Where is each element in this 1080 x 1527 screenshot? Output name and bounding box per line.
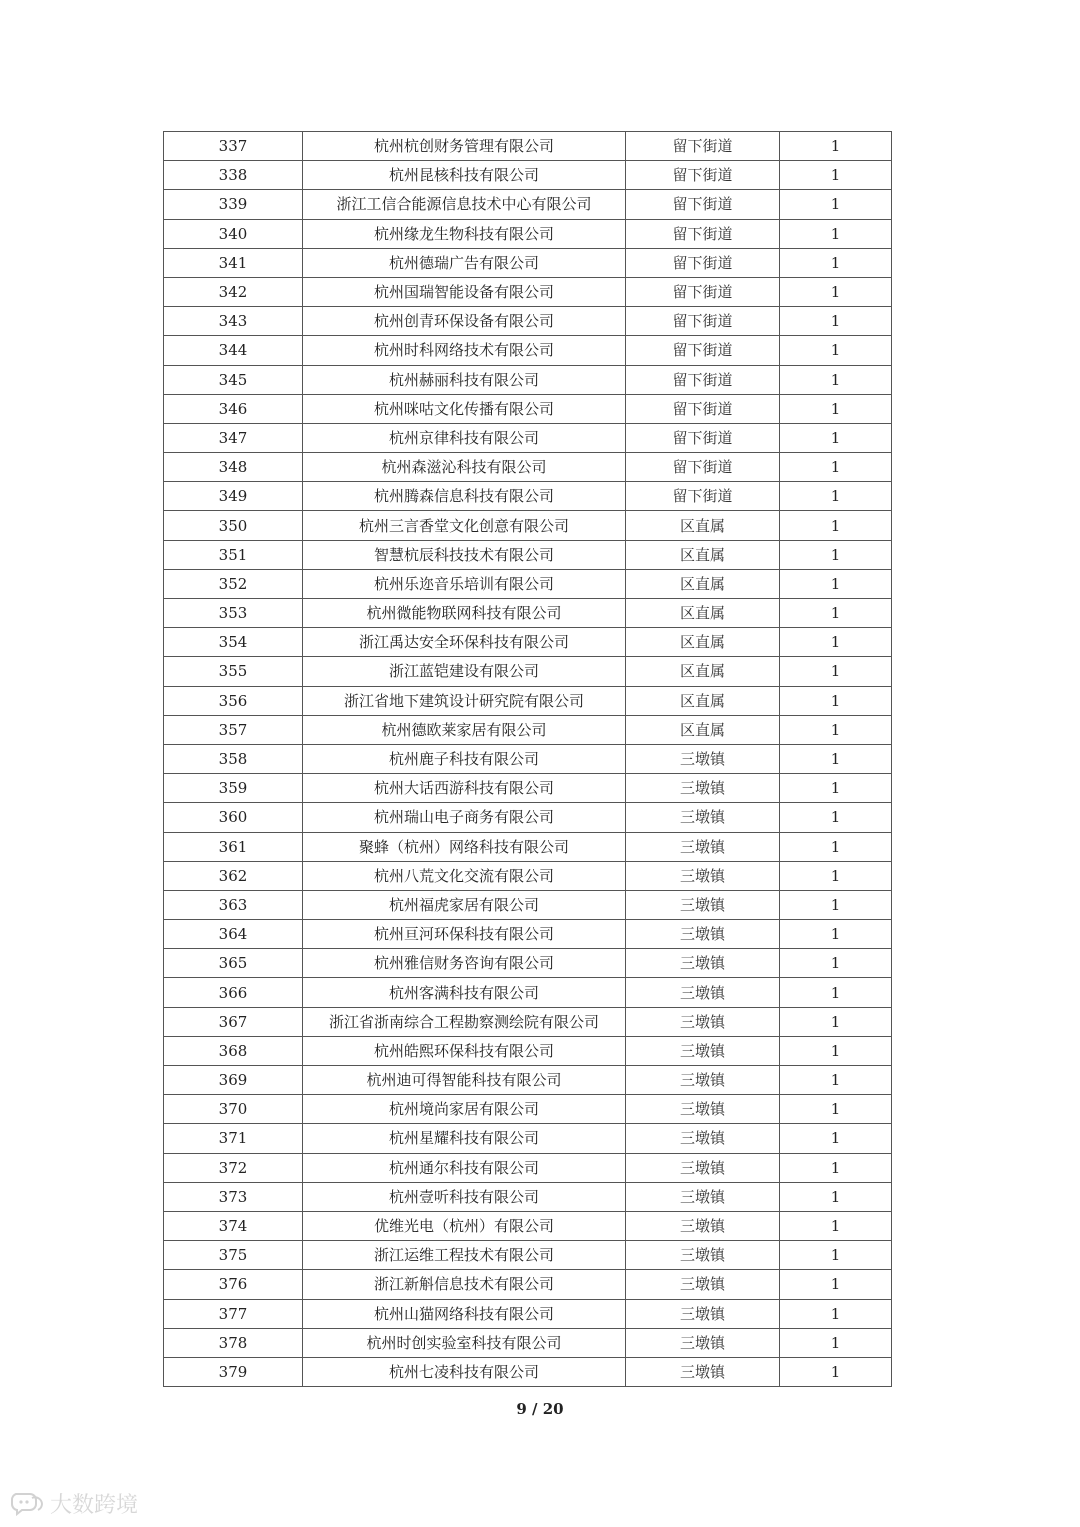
company-name-cell: 杭州福虎家居有限公司 (303, 890, 626, 919)
company-name-cell: 杭州咪咕文化传播有限公司 (303, 394, 626, 423)
count-cell: 1 (780, 832, 892, 861)
area-cell: 三墩镇 (626, 1066, 780, 1095)
count-cell: 1 (780, 803, 892, 832)
table-row (164, 1299, 892, 1328)
company-name-cell: 杭州德欧莱家居有限公司 (303, 715, 626, 744)
row-number-cell: 373 (164, 1182, 303, 1211)
area-cell: 三墩镇 (626, 1153, 780, 1182)
table-row (164, 190, 892, 219)
table-row (164, 861, 892, 890)
row-number-cell: 364 (164, 920, 303, 949)
table-row (164, 949, 892, 978)
count-cell: 1 (780, 599, 892, 628)
company-name-cell: 杭州乐迩音乐培训有限公司 (303, 569, 626, 598)
count-cell: 1 (780, 1182, 892, 1211)
count-cell: 1 (780, 336, 892, 365)
chat-bubble-logo-icon (8, 1491, 44, 1517)
table-row (164, 686, 892, 715)
table-row (164, 1036, 892, 1065)
area-cell: 三墩镇 (626, 978, 780, 1007)
count-cell: 1 (780, 453, 892, 482)
area-cell: 留下街道 (626, 190, 780, 219)
area-cell: 区直属 (626, 628, 780, 657)
count-cell: 1 (780, 248, 892, 277)
area-cell: 三墩镇 (626, 803, 780, 832)
table-row (164, 219, 892, 248)
row-number-cell: 349 (164, 482, 303, 511)
area-cell: 留下街道 (626, 394, 780, 423)
area-cell: 留下街道 (626, 365, 780, 394)
count-cell: 1 (780, 978, 892, 1007)
count-cell: 1 (780, 628, 892, 657)
area-cell: 三墩镇 (626, 1211, 780, 1240)
company-name-cell: 浙江禹达安全环保科技有限公司 (303, 628, 626, 657)
watermark (8, 1488, 138, 1519)
count-cell: 1 (780, 569, 892, 598)
company-name-cell: 浙江新斛信息技术有限公司 (303, 1270, 626, 1299)
row-number-cell: 351 (164, 540, 303, 569)
table-row (164, 657, 892, 686)
row-number-cell: 362 (164, 861, 303, 890)
company-name-cell: 杭州皓熙环保科技有限公司 (303, 1036, 626, 1065)
row-number-cell: 357 (164, 715, 303, 744)
row-number-cell: 365 (164, 949, 303, 978)
company-name-cell: 杭州杭创财务管理有限公司 (303, 132, 626, 161)
table-row (164, 482, 892, 511)
row-number-cell: 376 (164, 1270, 303, 1299)
company-name-cell: 杭州雅信财务咨询有限公司 (303, 949, 626, 978)
table-row (164, 1328, 892, 1357)
watermark-text: 大数跨境 (50, 1493, 139, 1518)
row-number-cell: 361 (164, 832, 303, 861)
area-cell: 三墩镇 (626, 949, 780, 978)
area-cell: 三墩镇 (626, 1182, 780, 1211)
row-number-cell: 369 (164, 1066, 303, 1095)
table-row (164, 1095, 892, 1124)
table-row (164, 1007, 892, 1036)
company-name-cell: 浙江蓝铠建设有限公司 (303, 657, 626, 686)
area-cell: 区直属 (626, 599, 780, 628)
table-row (164, 1241, 892, 1270)
company-name-cell: 浙江运维工程技术有限公司 (303, 1241, 626, 1270)
table-row (164, 1211, 892, 1240)
count-cell: 1 (780, 686, 892, 715)
count-cell: 1 (780, 1095, 892, 1124)
area-cell: 三墩镇 (626, 1328, 780, 1357)
area-cell: 三墩镇 (626, 774, 780, 803)
company-name-cell: 杭州微能物联网科技有限公司 (303, 599, 626, 628)
row-number-cell: 372 (164, 1153, 303, 1182)
area-cell: 区直属 (626, 715, 780, 744)
count-cell: 1 (780, 423, 892, 452)
company-name-cell: 杭州京律科技有限公司 (303, 423, 626, 452)
count-cell: 1 (780, 774, 892, 803)
row-number-cell: 367 (164, 1007, 303, 1036)
table-row (164, 803, 892, 832)
area-cell: 三墩镇 (626, 1270, 780, 1299)
company-name-cell: 杭州森滋沁科技有限公司 (303, 453, 626, 482)
table-row (164, 511, 892, 540)
company-name-cell: 杭州三言香堂文化创意有限公司 (303, 511, 626, 540)
row-number-cell: 358 (164, 744, 303, 773)
area-cell: 留下街道 (626, 132, 780, 161)
table-row (164, 423, 892, 452)
table-row (164, 365, 892, 394)
row-number-cell: 347 (164, 423, 303, 452)
row-number-cell: 355 (164, 657, 303, 686)
row-number-cell: 338 (164, 161, 303, 190)
area-cell: 三墩镇 (626, 1095, 780, 1124)
table-row (164, 920, 892, 949)
count-cell: 1 (780, 949, 892, 978)
count-cell: 1 (780, 132, 892, 161)
table-row (164, 161, 892, 190)
table-row (164, 394, 892, 423)
company-name-cell: 杭州时科网络技术有限公司 (303, 336, 626, 365)
company-name-cell: 杭州瑞山电子商务有限公司 (303, 803, 626, 832)
row-number-cell: 356 (164, 686, 303, 715)
table-row (164, 599, 892, 628)
row-number-cell: 341 (164, 248, 303, 277)
table-body (164, 132, 892, 1387)
table-row (164, 1357, 892, 1386)
count-cell: 1 (780, 1153, 892, 1182)
count-cell: 1 (780, 1036, 892, 1065)
row-number-cell: 366 (164, 978, 303, 1007)
company-name-cell: 浙江工信合能源信息技术中心有限公司 (303, 190, 626, 219)
company-name-cell: 杭州鹿子科技有限公司 (303, 744, 626, 773)
area-cell: 三墩镇 (626, 1357, 780, 1386)
company-name-cell: 优维光电（杭州）有限公司 (303, 1211, 626, 1240)
count-cell: 1 (780, 190, 892, 219)
row-number-cell: 360 (164, 803, 303, 832)
company-name-cell: 杭州通尔科技有限公司 (303, 1153, 626, 1182)
table-row (164, 628, 892, 657)
company-name-cell: 杭州客满科技有限公司 (303, 978, 626, 1007)
table-row (164, 774, 892, 803)
table-row (164, 540, 892, 569)
row-number-cell: 337 (164, 132, 303, 161)
area-cell: 区直属 (626, 686, 780, 715)
count-cell: 1 (780, 1328, 892, 1357)
company-name-cell: 杭州缘龙生物科技有限公司 (303, 219, 626, 248)
area-cell: 留下街道 (626, 219, 780, 248)
table-row (164, 978, 892, 1007)
table-row (164, 1066, 892, 1095)
company-name-cell: 杭州腾森信息科技有限公司 (303, 482, 626, 511)
area-cell: 三墩镇 (626, 1299, 780, 1328)
company-name-cell: 杭州壹听科技有限公司 (303, 1182, 626, 1211)
area-cell: 留下街道 (626, 336, 780, 365)
row-number-cell: 342 (164, 277, 303, 306)
row-number-cell: 359 (164, 774, 303, 803)
company-name-cell: 杭州创青环保设备有限公司 (303, 307, 626, 336)
count-cell: 1 (780, 1270, 892, 1299)
row-number-cell: 343 (164, 307, 303, 336)
company-name-cell: 浙江省地下建筑设计研究院有限公司 (303, 686, 626, 715)
company-name-cell: 杭州德瑞广告有限公司 (303, 248, 626, 277)
area-cell: 留下街道 (626, 482, 780, 511)
company-name-cell: 杭州赫丽科技有限公司 (303, 365, 626, 394)
company-name-cell: 杭州星耀科技有限公司 (303, 1124, 626, 1153)
company-name-cell: 杭州八荒文化交流有限公司 (303, 861, 626, 890)
area-cell: 三墩镇 (626, 920, 780, 949)
row-number-cell: 371 (164, 1124, 303, 1153)
count-cell: 1 (780, 511, 892, 540)
count-cell: 1 (780, 657, 892, 686)
row-number-cell: 379 (164, 1357, 303, 1386)
area-cell: 留下街道 (626, 161, 780, 190)
table-row (164, 832, 892, 861)
row-number-cell: 363 (164, 890, 303, 919)
area-cell: 区直属 (626, 569, 780, 598)
table-row (164, 277, 892, 306)
table-row (164, 307, 892, 336)
area-cell: 三墩镇 (626, 1241, 780, 1270)
row-number-cell: 378 (164, 1328, 303, 1357)
row-number-cell: 375 (164, 1241, 303, 1270)
row-number-cell: 354 (164, 628, 303, 657)
row-number-cell: 353 (164, 599, 303, 628)
table-row (164, 569, 892, 598)
table-row (164, 453, 892, 482)
count-cell: 1 (780, 715, 892, 744)
page-number: 9 / 20 (516, 1400, 564, 1418)
company-name-cell: 杭州山猫网络科技有限公司 (303, 1299, 626, 1328)
row-number-cell: 368 (164, 1036, 303, 1065)
table-row (164, 336, 892, 365)
area-cell: 留下街道 (626, 248, 780, 277)
table-row (164, 132, 892, 161)
area-cell: 三墩镇 (626, 1036, 780, 1065)
count-cell: 1 (780, 1241, 892, 1270)
count-cell: 1 (780, 219, 892, 248)
count-cell: 1 (780, 161, 892, 190)
company-name-cell: 聚蜂（杭州）网络科技有限公司 (303, 832, 626, 861)
area-cell: 三墩镇 (626, 861, 780, 890)
company-name-cell: 杭州亘河环保科技有限公司 (303, 920, 626, 949)
count-cell: 1 (780, 540, 892, 569)
row-number-cell: 370 (164, 1095, 303, 1124)
area-cell: 区直属 (626, 511, 780, 540)
table-row (164, 715, 892, 744)
table-row (164, 1182, 892, 1211)
company-name-cell: 杭州境尚家居有限公司 (303, 1095, 626, 1124)
table-row (164, 744, 892, 773)
area-cell: 三墩镇 (626, 832, 780, 861)
count-cell: 1 (780, 861, 892, 890)
company-name-cell: 智慧杭辰科技技术有限公司 (303, 540, 626, 569)
table-row (164, 890, 892, 919)
area-cell: 区直属 (626, 540, 780, 569)
area-cell: 三墩镇 (626, 890, 780, 919)
count-cell: 1 (780, 890, 892, 919)
count-cell: 1 (780, 920, 892, 949)
count-cell: 1 (780, 1357, 892, 1386)
area-cell: 三墩镇 (626, 744, 780, 773)
company-list-table (163, 131, 892, 1387)
count-cell: 1 (780, 307, 892, 336)
row-number-cell: 350 (164, 511, 303, 540)
row-number-cell: 345 (164, 365, 303, 394)
area-cell: 区直属 (626, 657, 780, 686)
count-cell: 1 (780, 482, 892, 511)
row-number-cell: 344 (164, 336, 303, 365)
count-cell: 1 (780, 1007, 892, 1036)
area-cell: 留下街道 (626, 423, 780, 452)
count-cell: 1 (780, 394, 892, 423)
table-row (164, 1124, 892, 1153)
area-cell: 留下街道 (626, 277, 780, 306)
row-number-cell: 377 (164, 1299, 303, 1328)
count-cell: 1 (780, 277, 892, 306)
row-number-cell: 340 (164, 219, 303, 248)
row-number-cell: 348 (164, 453, 303, 482)
table-row (164, 248, 892, 277)
row-number-cell: 374 (164, 1211, 303, 1240)
company-name-cell: 杭州国瑞智能设备有限公司 (303, 277, 626, 306)
company-name-cell: 杭州七凌科技有限公司 (303, 1357, 626, 1386)
area-cell: 留下街道 (626, 453, 780, 482)
company-name-cell: 杭州时创实验室科技有限公司 (303, 1328, 626, 1357)
area-cell: 留下街道 (626, 307, 780, 336)
row-number-cell: 339 (164, 190, 303, 219)
count-cell: 1 (780, 365, 892, 394)
company-name-cell: 杭州迪可得智能科技有限公司 (303, 1066, 626, 1095)
row-number-cell: 346 (164, 394, 303, 423)
row-number-cell: 352 (164, 569, 303, 598)
company-name-cell: 浙江省浙南综合工程勘察测绘院有限公司 (303, 1007, 626, 1036)
area-cell: 三墩镇 (626, 1007, 780, 1036)
count-cell: 1 (780, 1124, 892, 1153)
company-name-cell: 杭州大话西游科技有限公司 (303, 774, 626, 803)
area-cell: 三墩镇 (626, 1124, 780, 1153)
count-cell: 1 (780, 1299, 892, 1328)
company-name-cell: 杭州昆核科技有限公司 (303, 161, 626, 190)
count-cell: 1 (780, 744, 892, 773)
table-row (164, 1153, 892, 1182)
table-row (164, 1270, 892, 1299)
count-cell: 1 (780, 1211, 892, 1240)
count-cell: 1 (780, 1066, 892, 1095)
